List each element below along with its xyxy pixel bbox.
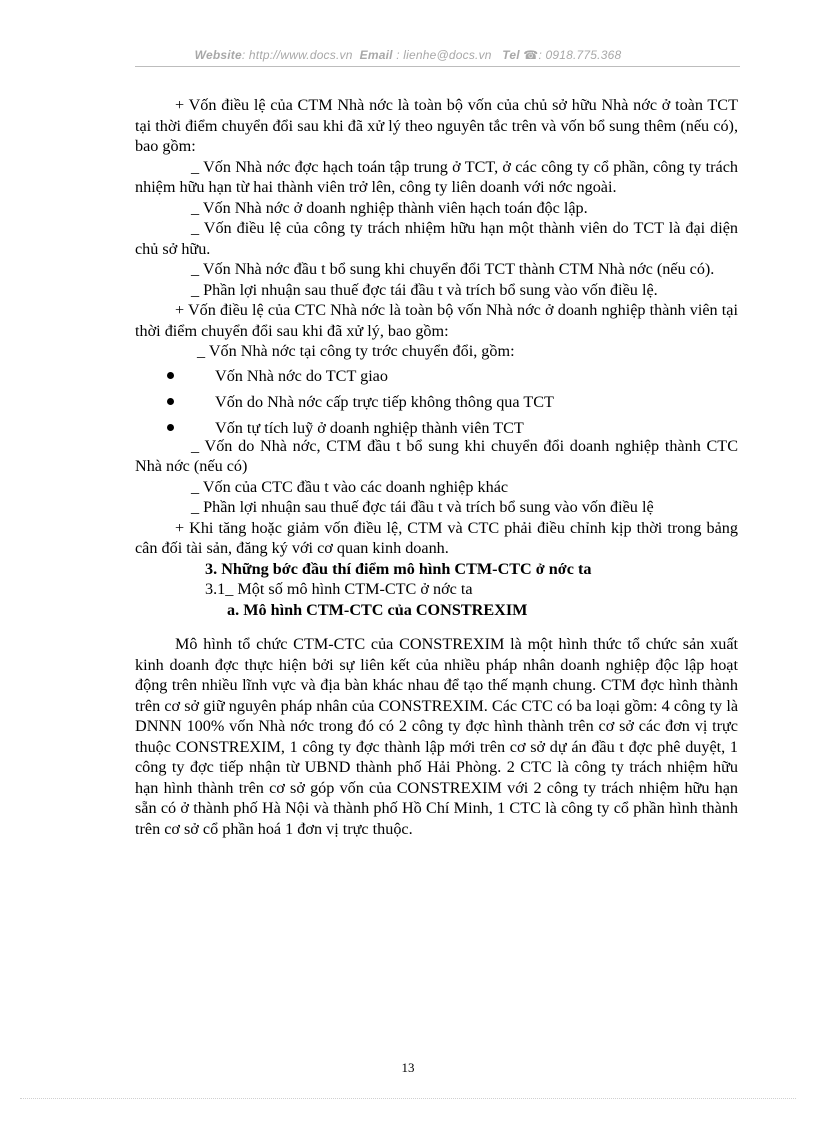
footer-rule (20, 1098, 796, 1099)
paragraph-capital-before: _ Vốn Nhà nớc tại công ty trớc chuyển đổi, gồm: (197, 342, 515, 360)
paragraph-state-investment: _ Vốn Nhà nớc đầu t bổ sung khi chuyển đổi TCT thành CTM Nhà nớc (nếu có). (191, 260, 715, 278)
website-value[interactable]: : http://www.docs.vn (241, 48, 353, 62)
list-item (135, 418, 738, 444)
paragraph-ctm-capital: + Vốn điều lệ của CTM Nhà nớc là toàn bộ vốn của chủ sở hữu Nhà nớc ở toàn TCT tại thời điểm chuyển đổi sau khi đã xử lý theo nguyên tắc trên và vốn bổ sung thêm (nếu có), bao gồm: (135, 96, 738, 155)
bullet-icon (167, 372, 174, 379)
list-item-text: Vốn Nhà nớc do TCT giao (215, 366, 388, 385)
paragraph-profit-reinvest: _ Phần lợi nhuận sau thuế đợc tái đầu t và trích bổ sung vào vốn điều lệ. (191, 280, 658, 299)
list-item (135, 366, 738, 392)
page-header (0, 48, 816, 62)
section-heading-3-1: 3.1_ Một số mô hình CTM-CTC ở nớc ta (205, 580, 473, 598)
bullet-list (135, 366, 738, 444)
tel-value: : 0918.775.368 (538, 48, 622, 62)
section-heading-a: a. Mô hình CTM-CTC của CONSTREXIM (227, 600, 528, 619)
paragraph-constrexim-model: Mô hình tổ chức CTM-CTC của CONSTREXIM là một hình thức tổ chức sản xuất kinh doanh đợc thực hiện bởi sự liên kết của nhiều pháp nhân doanh nghiệp độc lập hoạt động trên nhiều lĩnh vực và địa bàn khác nhau để tạo thế mạnh chung. CTM đợc hình thành trên cơ sở giữ nguyên pháp nhân của CONSTREXIM. Các CTC có ba loại gồm: 4 công ty là DNNN 100% vốn Nhà nớc trong đó có 2 công ty đợc hình thành trên cơ sở các đơn vị trực thuộc CONSTREXIM, 1 công ty đợc thành lập mới trên cơ sở dự án đầu t đợc phê duyệt, 1 công ty đợc tiếp nhận từ UBND thành phố Hải Phòng. 2 CTC là công ty trách nhiệm hữu hạn hình thành trên cơ sở góp vốn của CONSTREXIM với 2 công ty trách nhiệm hữu hạn sẵn có ở thành phố Hà Nội và thành phố Hồ Chí Minh, 1 CTC là công ty cổ phần hình thành trên cơ sở cổ phần hoá 1 đơn vị trực thuộc. (135, 635, 738, 838)
bullet-icon (167, 424, 174, 431)
paragraph-ctm-investment: _ Vốn do Nhà nớc, CTM đầu t bổ sung khi chuyển đổi doanh nghiệp thành CTC Nhà nớc (nếu có) (135, 436, 738, 475)
paragraph-state-capital-members: _ Vốn Nhà nớc ở doanh nghiệp thành viên hạch toán độc lập. (191, 198, 588, 217)
paragraph-state-capital-tct: _ Vốn Nhà nớc đợc hạch toán tập trung ở TCT, ở các công ty cổ phần, công ty trách nhiệm hữu hạn từ hai thành viên trở lên, công ty liên doanh với nớc ngoài. (135, 157, 738, 196)
tel-label: Tel (502, 48, 520, 62)
paragraph-ctc-capital: + Vốn điều lệ của CTC Nhà nớc là toàn bộ vốn Nhà nớc ở doanh nghiệp thành viên tại thời điểm chuyển đổi sau khi đã xử lý, bao gồm: (135, 301, 738, 340)
list-item-text: Vốn do Nhà nớc cấp trực tiếp không thông qua TCT (215, 392, 554, 411)
list-item (135, 392, 738, 418)
document-body (135, 95, 738, 839)
paragraph-profit-reinvest-2: _ Phần lợi nhuận sau thuế đợc tái đầu t và trích bổ sung vào vốn điều lệ (191, 498, 654, 516)
paragraph-ctc-investment: _ Vốn của CTC đầu t vào các doanh nghiệp khác (191, 477, 509, 496)
bullet-icon (167, 398, 174, 405)
list-item-text: Vốn tự tích luỹ ở doanh nghiệp thành viên TCT (215, 418, 524, 437)
paragraph-capital-change: + Khi tăng hoặc giảm vốn điều lệ, CTM và CTC phải điều chỉnh kịp thời trong bảng cân đối tài sản, đăng ký với cơ quan kinh doanh. (135, 518, 738, 557)
section-heading-3: 3. Những bớc đầu thí điểm mô hình CTM-CTC ở nớc ta (205, 559, 592, 578)
website-label: Website (194, 48, 242, 62)
email-value[interactable]: : lienhe@docs.vn (392, 48, 492, 62)
email-label: Email (359, 48, 393, 62)
phone-icon: ☎ (523, 48, 539, 62)
paragraph-llc-capital: _ Vốn điều lệ của công ty trách nhiệm hữu hạn một thành viên do TCT là đại diện chủ sở hữu. (135, 219, 738, 258)
header-rule (135, 66, 740, 67)
page-number: 13 (401, 1060, 415, 1075)
